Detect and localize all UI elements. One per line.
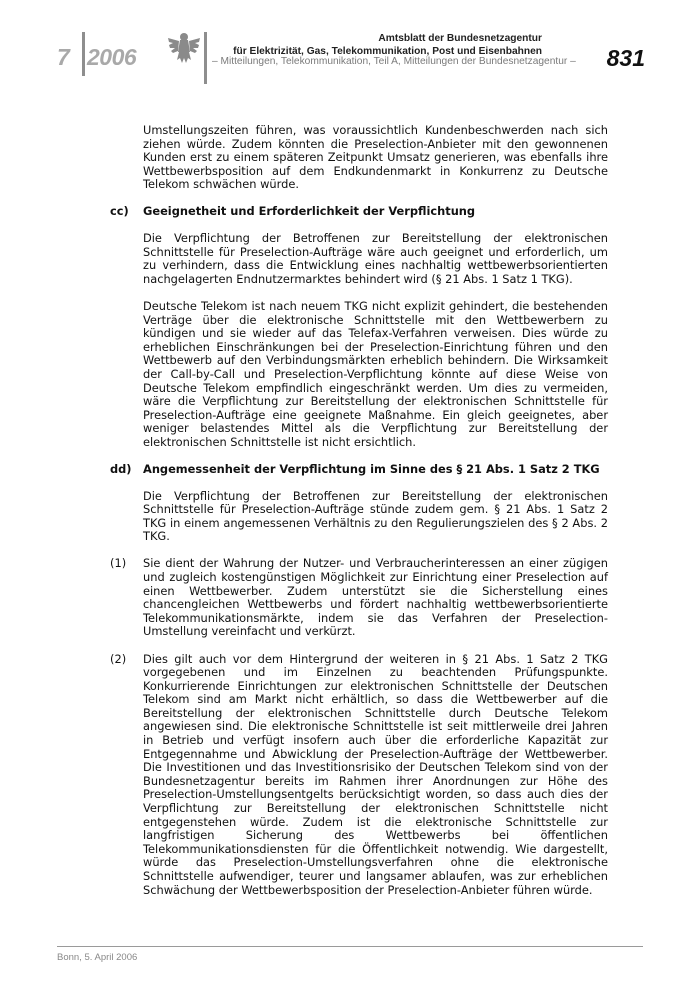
- page-number: 831: [606, 45, 645, 71]
- item-text: Sie dient der Wahrung der Nutzer- und Verbraucherinteressen an einer zügigen und zugleich kostengünstigen Möglichkeit zur Einrichtung einer Preselection auf einen Wettbewerber. Zudem unterstützt sie die Sicherstellung eines chancengleichen Wettbewerbs und fördert nachhaltig wettbewerbsorientierte Telekommunikationsmärkte, indem sie das Verfahren der Preselection-Umstellung vereinfacht und verkürzt.: [143, 556, 608, 639]
- item-text: Dies gilt auch vor dem Hintergrund der weiteren in § 21 Abs. 1 Satz 2 TKG vorgegebenen und im Einzelnen zu beachtenden Prüfungspunkte. Konkurrierende Einrichtungen zur elektronischen Schnittstelle der Deutschen Telekom sind am Markt nicht erhältlich, so dass die Wettbewerber auf die Bereitstellung der elektronischen Schnittstelle durch Deutsche Telekom angewiesen sind. Die elektronische Schnittstelle ist seit mittlerweile drei Jahren in Betrieb und verfügt insofern auch über die erforderliche Kapazität zur Entgegennahme und Abwicklung der Preselection-Aufträge der Wettbewerber. Die Investitionen und das Investitionsrisiko der Deutschen Telekom sind von der Bundesnetzagentur bereits im Rahmen ihrer Anordnungen zur Höhe des Preselection-Umstellungsentgelts berücksichtigt worden, so dass auch dies der Verpflichtung zur Bereitstellung der elektronischen Schnittstelle nicht entgegenstehen würde. Zudem ist die elektronische Schnittstelle zur langfristigen Sicherung des Wettbewerbs bei öffentlichen Telekommunikationsdiensten für die Öffentlichkeit notwendig. Wie dargestellt, würde das Preselection-Umstellungsverfahren ohne die elektronische Schnittstelle aufwendiger, teurer und langsamer ablaufen, was zur erheblichen Schwächung der Wettbewerbsposition der Preselection-Anbieter führen würde.: [143, 651, 608, 897]
- section-heading-dd: [110, 463, 608, 477]
- issue-year: 2006: [87, 44, 137, 70]
- paragraph: Deutsche Telekom ist nach neuem TKG nicht explizit gehindert, die bestehenden Verträge über die elektronische Schnittstelle mit den Wettbewerbern zu kündigen und sie wieder auf das Telefax-Verfahren verweisen. Dies würde zu erheblichen Einschränkungen bei der Preselection-Einrichtung führen und den Wettbewerb auf den Verbindungsmärkten erheblich behindern. Die Wirksamkeit der Call-by-Call und Preselection-Verpflichtung könnte auf diese Weise von Deutsche Telekom empfindlich eingeschränkt werden. Um dies zu vermeiden, wäre die Verpflichtung zur Bereitstellung der elektronischen Schnittstelle für Preselection-Aufträge eine geeignete Maßnahme. Ein gleich geeignetes, aber weniger belastendes Mittel als die Verpflichtung zur Bereitstellung der elektronischen Schnittstelle ist nicht ersichtlich.: [143, 298, 608, 449]
- footer-place-date: Bonn, 5. April 2006: [57, 952, 138, 963]
- section-label: cc): [110, 204, 129, 219]
- numbered-item-1: [110, 557, 608, 639]
- header-divider: [82, 32, 85, 76]
- numbered-item-2: [110, 653, 608, 898]
- paragraph: Umstellungszeiten führen, was voraussichtlich Kundenbeschwerden nach sich ziehen würde. Zudem könnten die Preselection-Anbieter mit den gewonnenen Kunden erst zu einem späteren Zeitpunkt Umsatz generieren, was ebenfalls ihre Wettbewerbsposition auf dem Endkundenmarkt in Konkurrenz zu Deutsche Telekom schwächen würde.: [143, 123, 608, 192]
- footer-divider: [57, 946, 643, 947]
- gazette-title-line2: für Elektrizität, Gas, Telekommunikation, Post und Eisenbahnen: [233, 46, 542, 57]
- issue-no: 7: [57, 44, 70, 70]
- paragraph: Die Verpflichtung der Betroffenen zur Bereitstellung der elektronischen Schnittstelle für Preselection-Aufträge wäre auch geeignet und erforderlich, um zu verhindern, dass die Entwicklung eines nachhaltig wettbewerbsorientierten nachgelagerten Endnutzermarktes behindert wird (§ 21 Abs. 1 Satz 1 TKG).: [143, 231, 608, 286]
- section-label: dd): [110, 461, 132, 476]
- gazette-subtitle: – Mitteilungen, Telekommunikation, Teil A, Mitteilungen der Bundesnetzagentur –: [212, 56, 576, 67]
- section-title: Geeignetheit und Erforderlichkeit der Verpflichtung: [143, 204, 476, 219]
- header-divider-2: [204, 32, 207, 84]
- paragraph: Die Verpflichtung der Betroffenen zur Bereitstellung der elektronischen Schnittstelle für Preselection-Aufträge stünde zudem gem. § 21 Abs. 1 Satz 2 TKG in einem angemessenen Verhältnis zu den Regulierungszielen des § 2 Abs. 2 TKG.: [143, 488, 608, 544]
- item-label: (2): [110, 651, 127, 666]
- gazette-title: Amtsblatt der Bundesnetzagentur: [378, 33, 542, 44]
- item-label: (1): [110, 556, 127, 571]
- section-heading-cc: [110, 205, 608, 219]
- federal-eagle-icon: [167, 30, 201, 66]
- document-body: [110, 124, 608, 911]
- section-title: Angemessenheit der Verpflichtung im Sinne des § 21 Abs. 1 Satz 2 TKG: [143, 461, 600, 476]
